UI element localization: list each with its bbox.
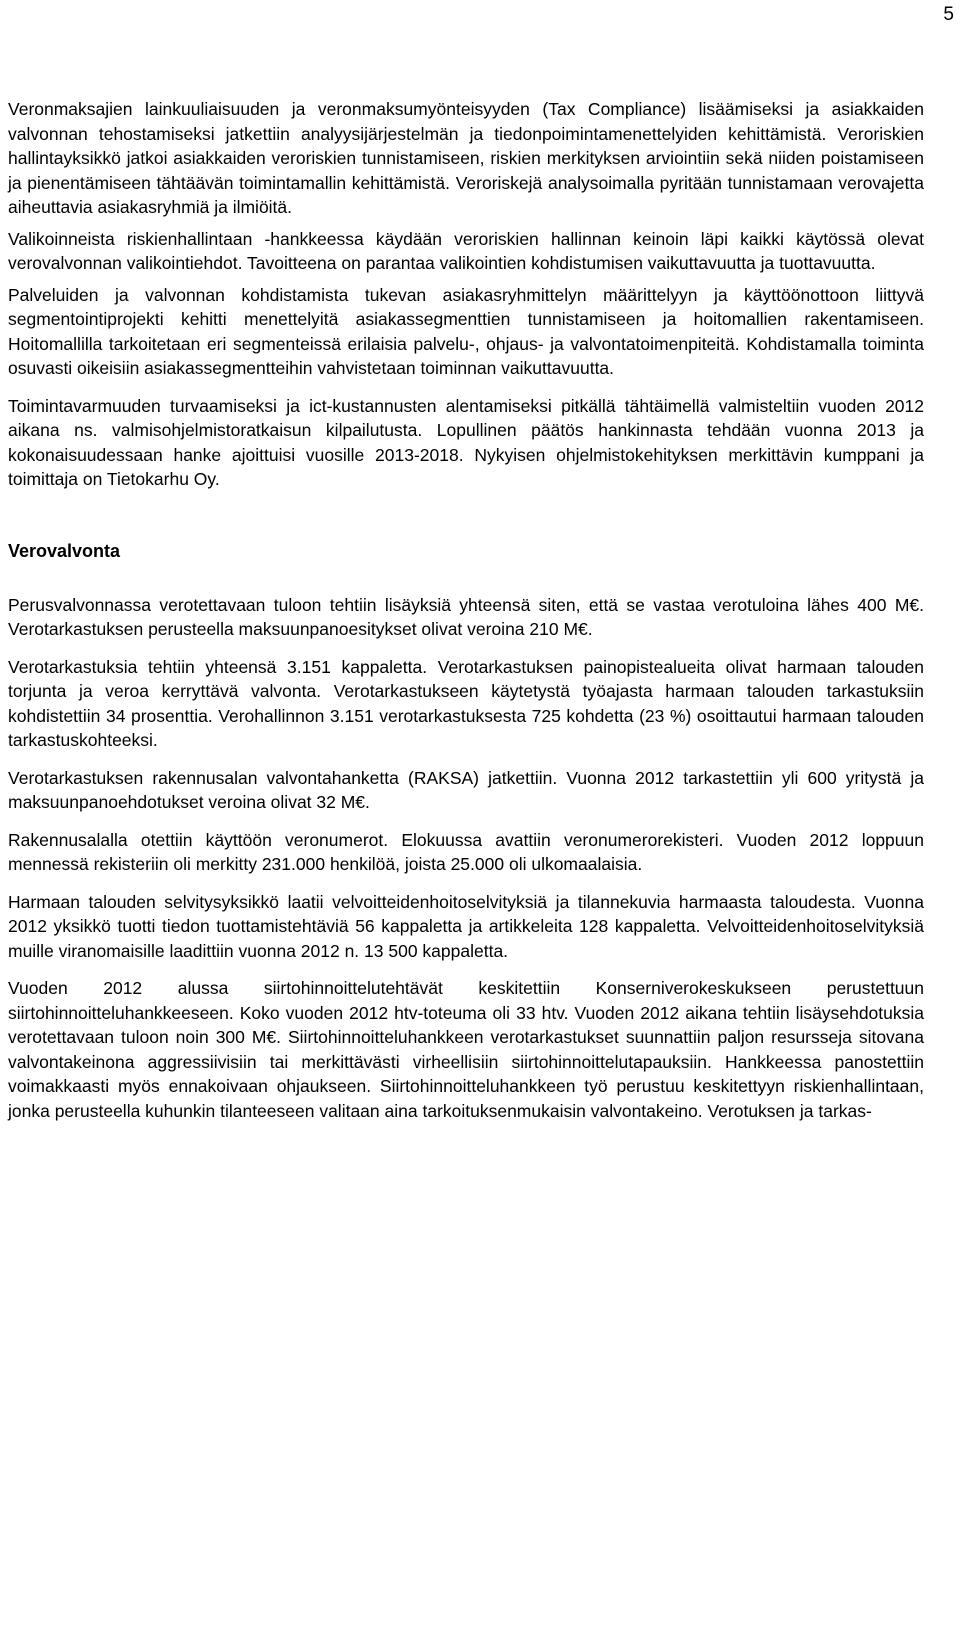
paragraph-grey-economy-unit: Harmaan talouden selvitysyksikkö laatii velvoitteidenhoitoselvityksiä ja tilannekuvia harmaasta taloudesta. Vuonna 2012 yksikkö tuotti tiedon tuottamistehtäviä 56 kappaletta ja artikkeleita 128 kappaletta. Velvoitteidenhoitoselvityksiä muille viranomaisille laadittiin vuonna 2012 n. 13 500 kappaletta. [8, 891, 924, 961]
paragraph-transfer-pricing: Vuoden 2012 alussa siirtohinnoittelutehtävät keskitettiin Konserniverokeskukseen perustettuun siirtohinnoitteluhankkeeseen. Koko vuoden 2012 htv-toteuma oli 33 htv. Vuoden 2012 aikana tehtiin lisäysehdotuksia verotettavaan tuloon noin 300 M€. Siirtohinnoitteluhankkeen verotarkastukset suunnattiin paljon resursseja sitovana valvontakeinona aggressiivisiin tai merkittävästi virheellisiin siirtohinnoittelutapauksiin. Hankkeessa panostettiin voimakkaasti myös ennakoivaan ohjaukseen. Siirtohinnoitteluhankkeen työ perustuu keskitettyyn riskienhallintaan, jonka perusteella kuhunkin tilanteeseen valitaan aina tarkoituksenmukaisin valvontakeino. Verotuksen ja tarkas- [8, 978, 924, 1121]
page-number: 5 [943, 4, 954, 25]
paragraph-tax-compliance: Veronmaksajien lainkuuliaisuuden ja veronmaksumyönteisyyden (Tax Compliance) lisäämiseksi ja asiakkaiden valvonnan tehostamiseksi jatkettiin analyysijärjestelmän ja tiedonpoimintamenettelyiden kehittämistä. Veroriskien hallintayksikkö jatkoi asiakkaiden veroriskien tunnistamiseen, riskien merkityksen arviointiin sekä niiden poistamiseen ja pienentämiseen tähtäävän toimintamallin kehittämistä. Veroriskejä analysoimalla pyritään tunnistamaan verovajetta aiheuttavia asiakasryhmiä ja ilmiöitä. [8, 99, 924, 217]
paragraph-segmentation-project: Palveluiden ja valvonnan kohdistamista tukevan asiakasryhmittelyn määrittelyyn ja käyttöönottoon liittyvä segmentointiprojekti kehitti menettelyitä asiakassegmenttien tunnistamiseen ja hoitomallien rakentamiseen. Hoitomallilla tarkoitetaan eri segmenteissä erilaisia palvelu-, ohjaus- ja valvontatoimenpiteitä. Kohdistamalla toiminta osuvasti oikeisiin asiakassegmentteihin vahvistetaan toiminnan vaikuttavuutta. [8, 284, 924, 378]
paragraph-risk-management-project: Valikoinneista riskienhallintaan -hankkeessa käydään veroriskien hallinnan keinoin läpi kaikki käytössä olevat verovalvonnan valikointiehdot. Tavoitteena on parantaa valikointien kohdistumisen vaikuttavuutta ja tuottavuutta. [8, 228, 924, 273]
paragraph-tax-numbers: Rakennusalalla otettiin käyttöön veronumerot. Elokuussa avattiin veronumerorekisteri. Vuoden 2012 loppuun mennessä rekisteriin oli merkitty 231.000 henkilöä, joista 25.000 oli ulkomaalaisia. [8, 829, 924, 874]
paragraph-tax-audits-count: Verotarkastuksia tehtiin yhteensä 3.151 kappaletta. Verotarkastuksen painopistealueita olivat harmaan talouden torjunta ja veroa kerryttävä valvonta. Verotarkastukseen käytetystä työajasta harmaan talouden tarkastuksiin kohdistettiin 34 prosenttia. Verohallinnon 3.151 verotarkastuksesta 725 kohdetta (23 %) osoittautui harmaan talouden tarkastuskohteeksi. [8, 656, 924, 750]
document-body [8, 97, 924, 1123]
paragraph-software-procurement: Toimintavarmuuden turvaamiseksi ja ict-kustannusten alentamiseksi pitkällä tähtäimellä valmisteltiin vuoden 2012 aikana ns. valmisohjelmistoratkaisun kilpailutusta. Lopullinen päätös hankinnasta tehdään vuonna 2013 ja kokonaisuudessaan hanke ajoittuisi vuosille 2013-2018. Nykyisen ohjelmistokehityksen merkittävin kumppani ja toimittaja on Tietokarhu Oy. [8, 395, 924, 489]
paragraph-basic-audit: Perusvalvonnassa verotettavaan tuloon tehtiin lisäyksiä yhteensä siten, että se vastaa verotuloina lähes 400 M€. Verotarkastuksen perusteella maksuunpanoesitykset olivat veroina 210 M€. [8, 594, 924, 639]
paragraph-raksa-project: Verotarkastuksen rakennusalan valvontahanketta (RAKSA) jatkettiin. Vuonna 2012 tarkastettiin yli 600 yritystä ja maksuunpanoehdotukset veroina olivat 32 M€. [8, 767, 924, 812]
section-heading-verovalvonta: Verovalvonta [8, 540, 121, 561]
